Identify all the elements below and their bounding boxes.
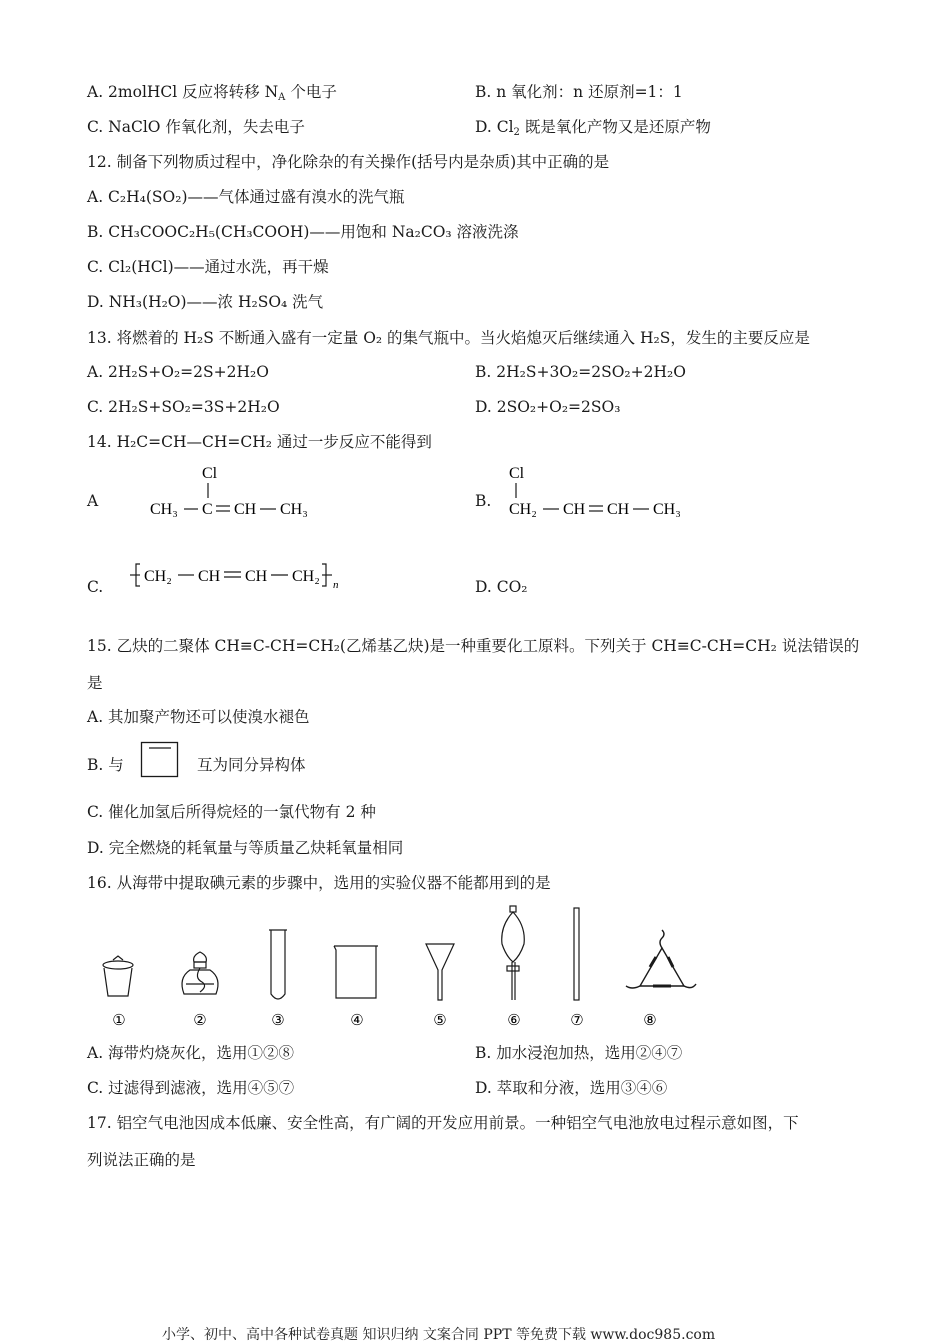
structure-c-ch-2: CH [245, 568, 268, 585]
label-5: ⑤ [433, 1013, 447, 1029]
q14-option-c-label: C. [87, 578, 104, 596]
structure-c-n: n [333, 579, 339, 591]
clay-triangle-icon [626, 930, 696, 988]
structure-c-ch2-2: CH₂ [292, 568, 320, 585]
q16-option-b: B. 加水浸泡加热，选用②④⑦ [475, 1044, 683, 1062]
funnel-icon [426, 944, 454, 1000]
label-7: ⑦ [570, 1013, 584, 1029]
q12-option-b: B. CH₃COOC₂H₅(CH₃COOH)——用饱和 Na₂CO₃ 溶液洗涤 [87, 223, 519, 241]
structure-c-ch-1: CH [198, 568, 221, 585]
q16-apparatus-figure [90, 900, 700, 1035]
alcohol-lamp-icon [182, 952, 218, 994]
page-footer: 小学、初中、高中各种试卷真题 知识归纳 文案合同 PPT 等免费下载 www.doc985.com [162, 1327, 716, 1343]
q16-option-d: D. 萃取和分液，选用③④⑥ [475, 1079, 668, 1097]
structure-a-c: C [202, 501, 213, 518]
structure-a-ch3-left: CH₃ [150, 501, 178, 518]
structure-c-ch2-1: CH₂ [144, 568, 172, 585]
q15-stem-line1: 15. 乙炔的二聚体 CH≡C-CH=CH₂(乙烯基乙炔)是一种重要化工原料。下列关于 CH≡C-CH=CH₂ 说法错误的 [87, 637, 860, 655]
crucible-icon [103, 956, 133, 996]
q14-structure-b [505, 458, 695, 524]
q16-option-a: A. 海带灼烧灰化，选用①②⑧ [87, 1044, 295, 1062]
glass-rod-icon [574, 908, 579, 1000]
q14-structure-c [126, 558, 346, 594]
q14-structure-a [145, 458, 325, 524]
test-tube-icon [269, 930, 287, 999]
structure-a-cl: Cl [202, 465, 218, 482]
q15-option-a: A. 其加聚产物还可以使溴水褪色 [87, 708, 310, 726]
q15-option-c: C. 催化加氢后所得烷烃的一氯代物有 2 种 [87, 803, 376, 821]
q13-option-d: D. 2SO₂+O₂=2SO₃ [475, 398, 621, 416]
q17-stem-line1: 17. 铝空气电池因成本低廉、安全性高，有广阔的开发应用前景。一种铝空气电池放电过程示意如图，下 [87, 1114, 799, 1132]
q12-option-d: D. NH₃(H₂O)——浓 H₂SO₄ 洗气 [87, 293, 324, 311]
cyclobutene-structure [140, 741, 180, 779]
q11-option-c: C. NaClO 作氧化剂，失去电子 [87, 118, 305, 136]
structure-b-ch-2: CH [607, 501, 630, 518]
structure-b-cl: Cl [509, 465, 525, 482]
q13-option-c: C. 2H₂S+SO₂=3S+2H₂O [87, 398, 280, 416]
label-8: ⑧ [643, 1013, 657, 1029]
q17-stem-line2: 列说法正确的是 [87, 1151, 196, 1169]
structure-b-ch3: CH₃ [653, 501, 681, 518]
q11-option-b: B. n 氧化剂：n 还原剂=1：1 [475, 83, 683, 101]
label-4: ④ [350, 1013, 364, 1029]
q14-option-d: D. CO₂ [475, 578, 528, 596]
q16-option-c: C. 过滤得到滤液，选用④⑤⑦ [87, 1079, 295, 1097]
q14-option-a-label: A [87, 492, 99, 510]
apparatus-labels [112, 1013, 656, 1029]
q13-stem: 13. 将燃着的 H₂S 不断通入盛有一定量 O₂ 的集气瓶中。当火焰熄灭后继续通入 H₂S，发生的主要反应是 [87, 329, 810, 347]
q12-option-c: C. Cl₂(HCl)——通过水洗，再干燥 [87, 258, 329, 276]
q11-option-a: A. 2molHCl 反应将转移 $N_A$ 个电子 [87, 83, 337, 103]
q14-stem: 14. H₂C=CH—CH=CH₂ 通过一步反应不能得到 [87, 433, 432, 451]
structure-a-ch3-right: CH₃ [280, 501, 308, 518]
label-6: ⑥ [507, 1013, 521, 1029]
beaker-icon [334, 946, 378, 998]
separatory-funnel-icon [502, 906, 525, 1000]
structure-b-ch2: CH₂ [509, 501, 537, 518]
q16-stem: 16. 从海带中提取碘元素的步骤中，选用的实验仪器不能都用到的是 [87, 874, 551, 892]
q12-option-a: A. C₂H₄(SO₂)——气体通过盛有溴水的洗气瓶 [87, 188, 405, 206]
structure-b-ch-1: CH [563, 501, 586, 518]
label-2: ② [193, 1013, 207, 1029]
q15-option-d: D. 完全燃烧的耗氧量与等质量乙炔耗氧量相同 [87, 839, 404, 857]
structure-a-ch: CH [234, 501, 257, 518]
q13-option-b: B. 2H₂S+3O₂=2SO₂+2H₂O [475, 363, 686, 381]
label-3: ③ [271, 1013, 285, 1029]
q11-option-d: D. $Cl_2$ 既是氧化产物又是还原产物 [475, 118, 711, 138]
q14-option-b-label: B. [475, 492, 492, 510]
q15-option-b-pre: B. 与 [87, 756, 124, 774]
q13-option-a: A. 2H₂S+O₂=2S+2H₂O [87, 363, 269, 381]
q12-stem: 12. 制备下列物质过程中，净化除杂的有关操作(括号内是杂质)其中正确的是 [87, 153, 610, 171]
q15-stem-line2: 是 [87, 674, 103, 692]
q15-option-b-post: 互为同分异构体 [197, 756, 306, 774]
label-1: ① [112, 1013, 126, 1029]
